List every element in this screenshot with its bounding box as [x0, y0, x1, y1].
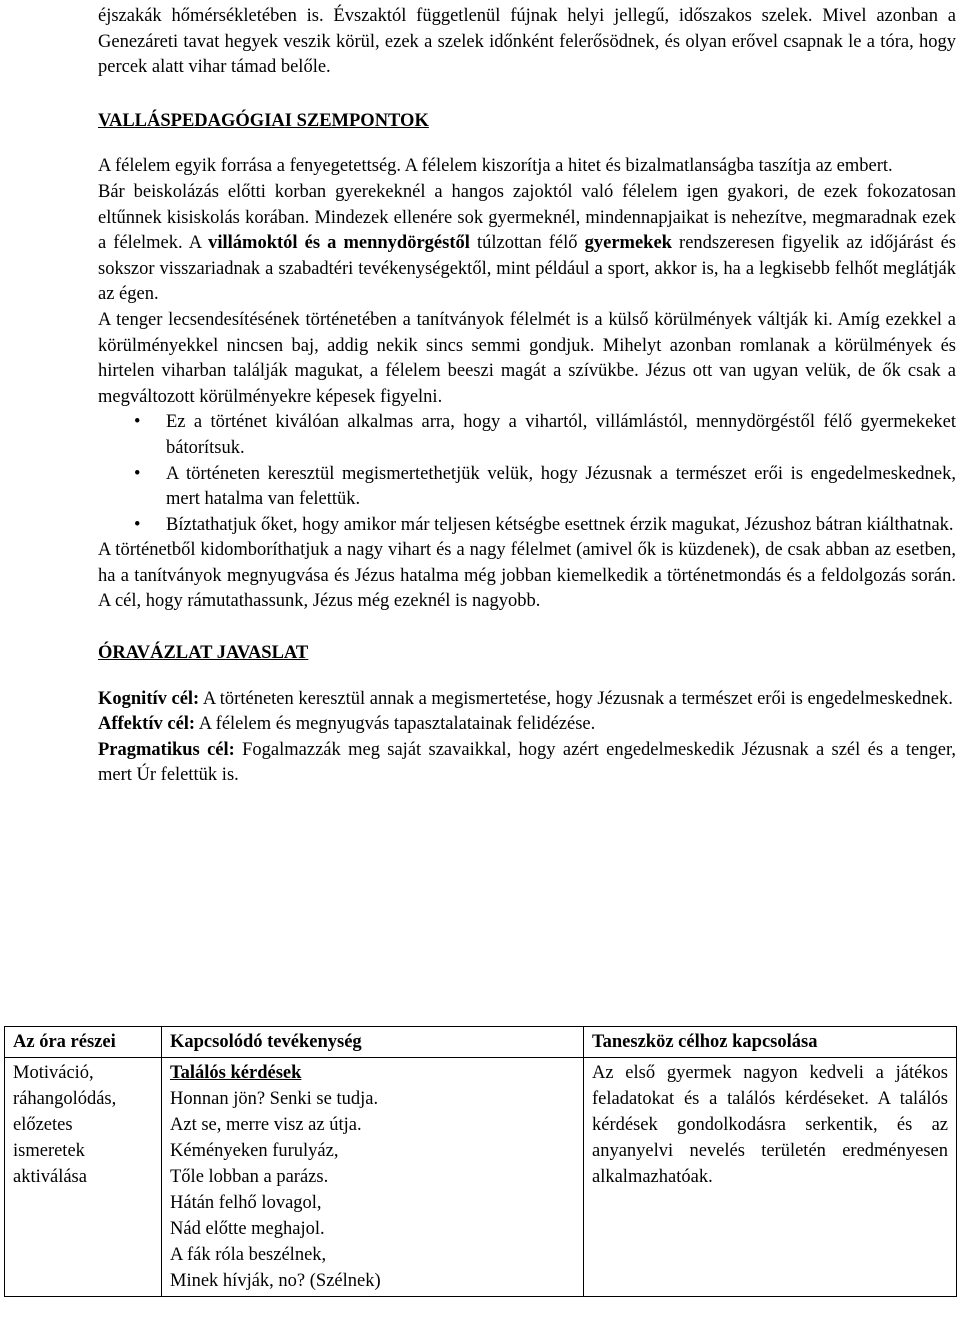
riddle-line: A fák róla beszélnek,: [170, 1245, 327, 1265]
section-heading-oravazlat: ÓRAVÁZLAT JAVASLAT: [98, 643, 309, 664]
cell-tool: Az első gyermek nagyon kedveli a játékos feladatokat és a találós kérdéseket. A találós kérdések gondolkodásra serkentik, és az anyanyelvi nevelés területén eredményesen alkalmazhatóak.: [584, 1058, 957, 1297]
goal-cognitive: [98, 687, 956, 713]
text-run: rendszeresen figyelik az időjárást és sokszor visszariadnak a szabadtéri tevékenységektől, mint például a sport, akkor is, ha a legkisebb felhőt meglátják az égen.: [98, 233, 956, 305]
list-item-text: Bíztathatjuk őket, hogy amikor már teljesen kétségbe esettnek érzik magukat, Jézushoz bátran kiálthatnak.: [166, 514, 954, 535]
riddle-line: Honnan jön? Senki se tudja.: [170, 1089, 379, 1109]
list-item: [98, 462, 956, 513]
document-body: [98, 4, 956, 789]
bullet-icon: •: [134, 463, 141, 484]
bullet-icon: •: [134, 412, 141, 433]
list-item: [98, 410, 956, 461]
goal-text: A történeten keresztül annak a megismertetése, hogy Jézusnak a természet erői is engedelmeskednek.: [199, 688, 953, 709]
riddle-line: Kéményeken furulyáz,: [170, 1141, 339, 1161]
cell-line: Motiváció,: [13, 1063, 94, 1083]
cell-line: előzetes: [13, 1115, 73, 1135]
paragraph-children-fears: [98, 180, 956, 308]
bullet-icon: •: [134, 514, 141, 535]
list-item-text: A történeten keresztül megismertethetjük velük, hogy Jézusnak a természet erői is engedelmeskednek, mert hatalma van felettük.: [166, 463, 956, 510]
column-header-tools: Taneszköz célhoz kapcsolása: [584, 1027, 957, 1058]
bold-run: gyermekek: [584, 233, 672, 254]
text-run: túlzottan félő: [469, 233, 585, 254]
list-item-text: Ez a történet kiválóan alkalmas arra, hogy a vihartól, villámlástól, mennydörgéstől félő gyermekeket bátorítsuk.: [166, 412, 956, 458]
goal-label: Kognitív cél:: [98, 688, 200, 709]
riddle-title: Találós kérdések: [170, 1063, 302, 1083]
bold-run: villámoktól és a mennydörgéstől: [208, 233, 470, 254]
goal-label: Affektív cél:: [98, 714, 196, 735]
text-run: Bár beiskolázás előtti korban gyerekeknél a hangos zajoktól való félelem igen gyakori, de ezek fokozatosan eltűnnek kisiskolás korában. Mindezek ellenére sok gyermeknél, mindennapjaikat is nehezítve, megmaradnak ezek a félelmek. A: [98, 181, 956, 254]
riddle-line: Tőle lobban a parázs.: [170, 1167, 329, 1187]
goal-text: A félelem és megnyugvás tapasztalatainak felidézése.: [195, 714, 596, 735]
column-header-activity: Kapcsolódó tevékenység: [162, 1027, 584, 1058]
paragraph-storm-story: A tenger lecsendesítésének történetében a tanítványok félelmét is a külső körülmények váltják ki. Amíg ezekkel a körülményekkel nincsen baj, addig nekik sincs semmi gondjuk. Mihelyt azonban romlanak a körülmények és hirtelen viharban találják magukat, a félelem beeszi magát a szívükbe. Jézus ott van ugyan velük, de ők csak a megváltozott körülményekre képesek figyelni.: [98, 309, 956, 407]
goal-text: Fogalmazzák meg saját szavaikkal, hogy azért engedelmeskedik Jézusnak a szél és a tenger, mert Úr felettük is.: [98, 739, 956, 786]
bullet-list: [98, 410, 956, 538]
riddle-line: Azt se, merre visz az útja.: [170, 1115, 362, 1135]
cell-line: ismeretek: [13, 1141, 85, 1161]
riddle-line: Nád előtte meghajol.: [170, 1219, 325, 1239]
table-header-row: [5, 1027, 957, 1058]
cell-activity: [162, 1058, 584, 1297]
column-header-parts: Az óra részei: [5, 1027, 162, 1058]
table-row: [5, 1058, 957, 1297]
cell-line: ráhangolódás,: [13, 1089, 117, 1109]
lesson-plan-table: [4, 1026, 957, 1297]
goal-pragmatic: [98, 738, 956, 789]
paragraph-fear-source: A félelem egyik forrása a fenyegetettség. A félelem kiszorítja a hitet és bizalmatlanságba taszítja az embert.: [98, 156, 893, 177]
goal-affective: [98, 712, 956, 738]
cell-lesson-part: [5, 1058, 162, 1297]
riddle-line: Minek hívják, no? (Szélnek): [170, 1271, 381, 1291]
list-item: [98, 513, 956, 539]
riddle-line: Hátán felhő lovagol,: [170, 1193, 322, 1213]
intro-paragraph: éjszakák hőmérsékletében is. Évszaktól függetlenül fújnak helyi jellegű, időszakos szelek. Mivel azonban a Genezáreti tavat hegyek veszik körül, ezek a szelek időnként felerősödnek, és olyan erővel csapnak le a tóra, hogy percek alatt vihar támad belőle.: [98, 6, 956, 78]
cell-line: aktiválása: [13, 1167, 87, 1187]
section-heading-vallaspedagogiai: VALLÁSPEDAGÓGIAI SZEMPONTOK: [98, 110, 429, 131]
goal-label: Pragmatikus cél:: [98, 739, 235, 760]
paragraph-conclusion: A történetből kidomboríthatjuk a nagy vihart és a nagy félelmet (amivel ők is küzdenek), de csak abban az esetben, ha a tanítványok megnyugvása és Jézus hatalma még jobban kiemelkedik a történetmondás és a feldolgozás során. A cél, hogy rámutathassunk, Jézus még ezeknél is nagyobb.: [98, 540, 956, 612]
